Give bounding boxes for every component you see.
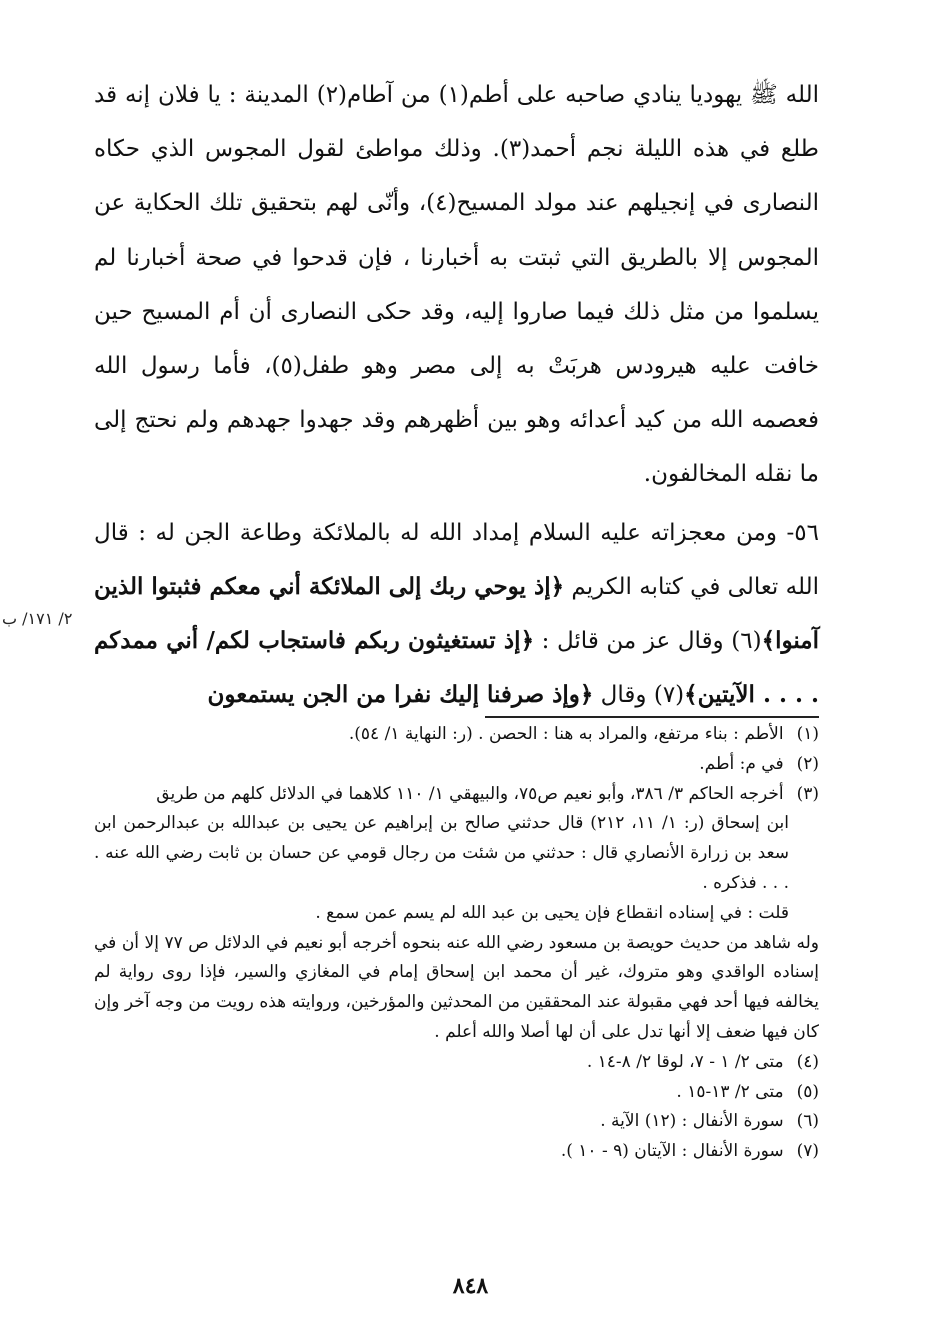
main-text: [94, 68, 819, 722]
quran-verse-3: ﴿وإذ صرفنا إليك نفرا من الجن يستمعون: [207, 681, 594, 709]
paragraph-1: الله ﷺ يهوديا ينادي صاحبه على أطم(١) من آطام(٢) المدينة : يا فلان إنه قد طلع في هذه الليلة نجم أحمد(٣). وذلك مواطئ لقول المجوس الذي حكاه النصارى في إنجيلهم عند مولد المسيح(٤)، وأنّى لهم بتحقيق تلك الحكاية عن المجوس إلا بالطريق التي ثبتت به أخبارنا ، فإن قدحوا في صحة أخبارنا لم يسلموا من مثل ذلك فيما صاروا إليه، وقد حكى النصارى أن أم المسيح حين خافت عليه هيرودس هربَتْ به إلى مصر وهو طفل(٥)، فأما رسول الله فعصمه الله من كيد أعدائه وهو بين أظهرهم وقد جهدوا جهدهم ولم نحتج إلى ما نقله المخالفون.: [94, 82, 820, 488]
footnote-ref-6: (٦): [731, 628, 762, 655]
footnote-text: الأطم : بناء مرتفع، والمراد به هنا : الحصن . (ر: النهاية ١/ ٥٤).: [348, 724, 784, 744]
footnote-text: سورة الأنفال : (١٢) الآية .: [600, 1111, 784, 1132]
footnote-3-witness: وله شاهد من حديث حويصة بن مسعود رضي الله عنه بنحوه أخرجه أبو نعيم في الدلائل ص ٧٧ إلا أن في إسناده الواقدي وهو متروك، غير أن محمد ابن إسحاق إمام في المغازي والسير، فإذا روى رواية لم يخالفه فيها أحد فهي مقبولة عند المحققين من المحدثين والمؤرخين، وروايته هذه رويت من وجه آخر وإن كان فيها ضعف إلا أنها تدل على أن لها أصلا والله أعلم .: [94, 932, 819, 1042]
footnote-number: (٧): [796, 1141, 819, 1162]
footnote-number: (١): [796, 724, 819, 744]
footnote-number: (٣): [796, 783, 819, 804]
quran-verse-2: ﴿إذ تستغيثون ربكم فاستجاب لكم/ أني ممدكم . . . . الآيتين﴾: [94, 627, 819, 709]
footnote-number: (٦): [796, 1111, 819, 1132]
footnote-6: [94, 1107, 819, 1137]
footnote-3-continuation: ابن إسحاق (ر: ١/ ١١، ٢١٢) قال حدثني صالح بن إبراهيم عن يحيى بن عبدالله بن عبدالرحمن ابن سعد بن زرارة الأنصاري قال : حدثني من شئت من رجال قومي عن حسان بن ثابت رضي الله عنه . . . . فذكره .: [94, 813, 790, 893]
footnote-3-remark: قلت : في إسناده انقطاع فإن يحيى بن عبد الله لم يسم عمن سمع .: [315, 902, 789, 923]
manuscript-folio-note: ٢/ ١٧١/ ب: [2, 609, 73, 628]
footnote-3: [94, 780, 819, 810]
paragraph-56-intro: ٥٦- ومن معجزاته عليه السلام إمداد الله له بالملائكة وطاعة الجن له : قال الله تعالى في كتابه الكريم: [94, 519, 819, 600]
footnote-text: في م: أطم.: [699, 753, 784, 774]
footnote-text: متى ٢/ ١٣-١٥ .: [676, 1081, 784, 1102]
paragraph-56-mid2: وقال: [593, 682, 654, 709]
paragraph-56: [94, 506, 819, 723]
footnote-text: أخرجه الحاكم ٣/ ٣٨٦، وأبو نعيم ص٧٥، والبيهقي ١/ ١١٠ كلاهما في الدلائل كلهم من طريق: [156, 783, 784, 804]
footnote-number: (٥): [796, 1081, 819, 1102]
footnote-5: [94, 1078, 819, 1108]
paragraph-56-mid: وقال عز من قائل :: [534, 628, 732, 655]
footnote-text: سورة الأنفال : الآيتان (٩ - ١٠ ).: [560, 1141, 784, 1162]
footnote-1: [94, 720, 819, 750]
footnote-7: [94, 1137, 819, 1167]
footnote-text: متى ٢/ ١ - ٧، لوقا ٢/ ٨-١٤ .: [586, 1051, 784, 1072]
footnote-4: [94, 1048, 819, 1078]
page-number: ٨٤٨: [452, 1273, 489, 1299]
footnote-number: (٤): [796, 1051, 819, 1072]
footnote-number: (٢): [796, 753, 819, 774]
footnotes: [94, 720, 819, 1167]
footnote-2: [94, 750, 819, 780]
footnote-separator: [485, 716, 819, 718]
footnote-ref-7: (٧): [653, 682, 685, 709]
quran-verse-1: ﴿إذ يوحي ربك إلى الملائكة أني معكم فثبتوا الذين آمنوا﴾: [94, 572, 819, 655]
